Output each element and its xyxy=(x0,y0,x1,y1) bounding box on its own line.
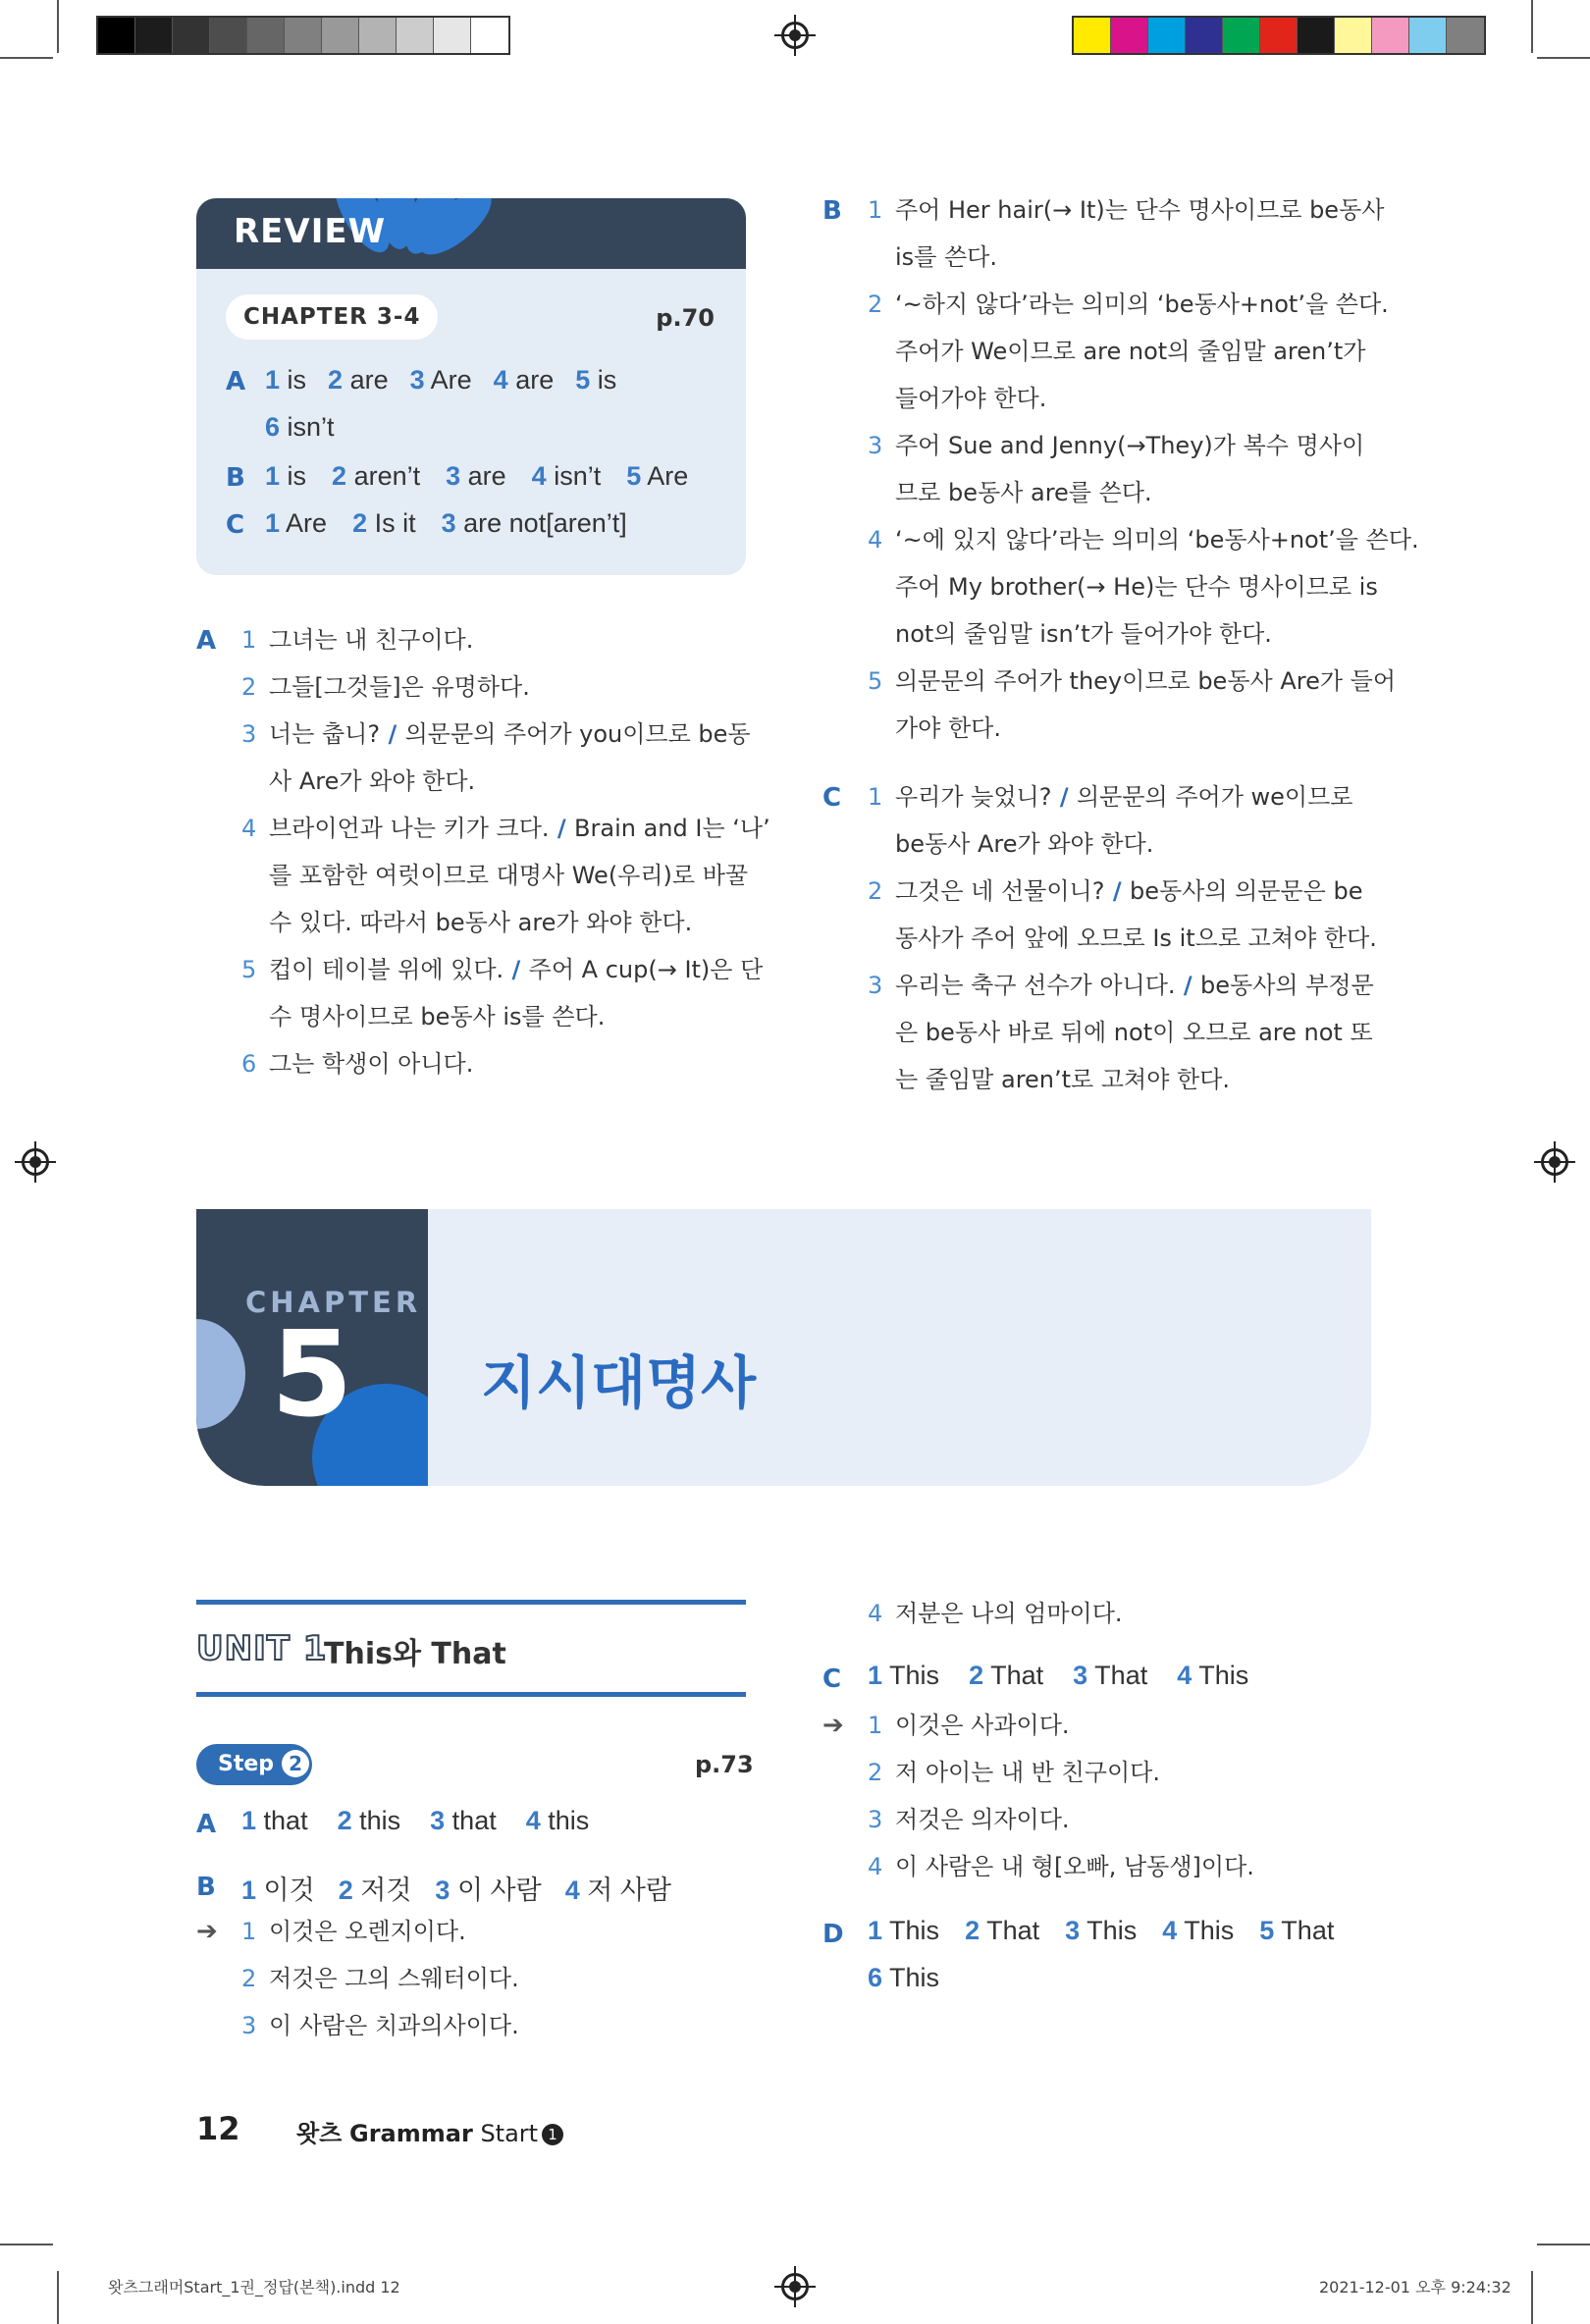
answer-number: 6 xyxy=(265,412,281,442)
review-box xyxy=(196,198,746,575)
unit-page-ref: p.73 xyxy=(695,1751,754,1778)
slash-separator: / xyxy=(1175,972,1201,999)
answer-text: This xyxy=(1192,1661,1249,1690)
swatch xyxy=(1186,18,1223,53)
chapter-range-pill: CHAPTER 3-4 xyxy=(226,294,438,340)
explanation-text: 은 be동사 바로 뒤에 not이 오므로 are not 또 xyxy=(895,1019,1373,1046)
answer-number: 2 xyxy=(352,508,368,538)
item-number: 4 xyxy=(868,1853,883,1880)
answer-text: This xyxy=(1177,1916,1235,1945)
explanation-line xyxy=(269,946,763,993)
crop-mark xyxy=(1531,2271,1533,2324)
explanation-text: 그들[그것들]은 유명하다. xyxy=(269,673,530,701)
explanation-text: 는 줄임말 aren’t로 고쳐야 한다. xyxy=(895,1066,1231,1093)
answer-text: are xyxy=(343,365,389,395)
item-number: 2 xyxy=(241,1965,257,1992)
swatch xyxy=(1447,18,1484,53)
answer-text: 이것 xyxy=(256,1875,315,1905)
translation-line: 이것은 사과이다. xyxy=(895,1712,1070,1739)
item-number: 2 xyxy=(868,290,883,318)
explanation-text: 그녀는 내 친구이다. xyxy=(269,626,474,654)
book-level: Start xyxy=(480,2120,539,2147)
answer-text: This xyxy=(1080,1916,1138,1945)
answer-text: Are xyxy=(641,461,689,491)
book-title-en: Grammar xyxy=(349,2120,473,2147)
item-number: 1 xyxy=(241,1918,257,1945)
answer-text: that xyxy=(256,1806,308,1835)
explanation-text: 사 Are가 와야 한다. xyxy=(269,767,476,795)
explanation-text: ‘~하지 않다’라는 의미의 ‘be동사+not’을 쓴다. xyxy=(895,290,1389,318)
section-label: D xyxy=(822,1920,844,1949)
item-number: 3 xyxy=(241,2012,257,2039)
swatch xyxy=(173,18,210,53)
answer-number: 4 xyxy=(525,1806,541,1835)
explanation-text: 수 있다. 따라서 be동사 are가 와야 한다. xyxy=(269,909,693,936)
swatch xyxy=(98,18,135,53)
explanation-text: 주어 A cup(→ It)은 단 xyxy=(528,956,764,983)
item-number: 3 xyxy=(241,720,257,748)
registration-mark-icon xyxy=(781,22,809,49)
color-swatch-bar xyxy=(1072,16,1486,55)
explanation-line xyxy=(895,563,1378,610)
answer-text: 저 사람 xyxy=(579,1875,671,1905)
item-number: 3 xyxy=(868,432,883,459)
review-answer-row xyxy=(265,365,616,396)
item-number: 5 xyxy=(868,667,883,695)
answer-section-label: A xyxy=(226,367,246,396)
explanation-line xyxy=(895,705,1001,752)
answer-text: isn’t xyxy=(546,461,602,491)
answer-number: 4 xyxy=(493,365,508,395)
translation-line: 이 사람은 치과의사이다. xyxy=(269,2012,519,2039)
explanation-line xyxy=(895,1009,1373,1056)
review-title: REVIEW xyxy=(234,212,387,251)
answer-text: are not[aren’t] xyxy=(455,508,627,538)
chapter-number: 5 xyxy=(271,1307,353,1444)
explanation-line xyxy=(895,773,1352,820)
explanation-line xyxy=(895,1056,1230,1103)
slash-separator: / xyxy=(504,956,529,983)
swatch xyxy=(1223,18,1260,53)
item-number: 2 xyxy=(241,673,257,701)
answer-number: 1 xyxy=(868,1661,883,1690)
circle-decoration xyxy=(196,1319,245,1429)
explanation-line xyxy=(895,915,1377,962)
swatch xyxy=(1409,18,1447,53)
answer-number: 4 xyxy=(564,1875,580,1905)
book-title xyxy=(296,2114,563,2148)
answer-number: 1 xyxy=(265,365,281,395)
answer-number: 2 xyxy=(965,1916,980,1945)
section-label: B xyxy=(196,1873,216,1902)
unit-c-answers xyxy=(868,1661,1248,1691)
unit-d-answers xyxy=(868,1916,1334,1946)
answer-text: this xyxy=(540,1806,590,1835)
explanation-text: 그것은 네 선물이니? xyxy=(895,877,1105,905)
level-badge: 1 xyxy=(542,2124,563,2145)
answer-number: 2 xyxy=(332,461,347,491)
answer-number: 1 xyxy=(868,1916,883,1945)
answer-text: That xyxy=(983,1661,1044,1690)
swatch xyxy=(359,18,397,53)
item-number: 3 xyxy=(868,972,883,999)
step-badge xyxy=(196,1744,312,1785)
explanation-text: 너는 춥니? xyxy=(269,720,381,748)
swatch xyxy=(135,18,173,53)
unit-bottom-rule xyxy=(196,1692,746,1697)
answer-number: 2 xyxy=(328,365,344,395)
explanation-line xyxy=(269,1040,473,1087)
answer-text: this xyxy=(351,1806,401,1835)
translation-line: 저것은 그의 스웨터이다. xyxy=(269,1965,519,1992)
answer-text: is xyxy=(280,365,307,395)
slash-separator: / xyxy=(549,815,575,842)
swatch xyxy=(1260,18,1298,53)
swatch xyxy=(210,18,247,53)
registration-mark-icon xyxy=(781,2273,809,2300)
answer-number: 3 xyxy=(1073,1661,1088,1690)
answer-text: are xyxy=(460,461,506,491)
explanation-line xyxy=(895,375,1046,422)
swatch xyxy=(1372,18,1409,53)
review-answer-row xyxy=(265,412,335,443)
answer-text: that xyxy=(445,1806,497,1835)
answer-text: is xyxy=(590,365,617,395)
explanation-line xyxy=(895,820,1153,868)
explanation-text: 므로 be동사 are를 쓴다. xyxy=(895,479,1152,506)
section-label: A xyxy=(196,626,217,656)
translation-line: 이 사람은 내 형[오빠, 남동생]이다. xyxy=(895,1853,1254,1880)
slash-separator: / xyxy=(380,720,405,748)
crop-mark xyxy=(1537,57,1590,59)
explanation-text: 가야 한다. xyxy=(895,714,1001,742)
explanation-line xyxy=(895,962,1374,1009)
unit-tag: UNIT 1 xyxy=(196,1629,328,1668)
item-number: 1 xyxy=(868,196,883,224)
answer-number: 3 xyxy=(1065,1916,1081,1945)
timestamp-slug: 2021-12-01 오후 9:24:32 xyxy=(1319,2278,1511,2297)
arrow-icon: ➔ xyxy=(196,1917,218,1946)
explanation-line xyxy=(895,234,997,281)
explanation-text: ‘~에 있지 않다’라는 의미의 ‘be동사+not’을 쓴다. xyxy=(895,526,1419,554)
answer-number: 2 xyxy=(337,1806,352,1835)
answer-number: 2 xyxy=(338,1875,353,1905)
item-number: 5 xyxy=(241,956,257,983)
answer-number: 6 xyxy=(868,1963,883,1992)
explanation-line xyxy=(895,516,1419,563)
unit-d-answers xyxy=(868,1963,939,1993)
file-slug: 왓츠그래머Start_1권_정답(본책).indd 12 xyxy=(108,2278,400,2297)
answer-number: 1 xyxy=(241,1806,257,1835)
explanation-text: 를 포함한 여럿이므로 대명사 We(우리)로 바꿀 xyxy=(269,862,749,889)
answer-number: 3 xyxy=(441,508,456,538)
explanation-text: 의문문의 주어가 you이므로 be동 xyxy=(404,720,751,748)
book-title-kr: 왓츠 xyxy=(296,2120,343,2147)
answer-text: That xyxy=(1274,1916,1335,1945)
explanation-text: 주어가 We이므로 are not의 줄임말 aren’t가 xyxy=(895,338,1366,365)
answer-number: 3 xyxy=(409,365,425,395)
swatch xyxy=(471,18,508,53)
explanation-line xyxy=(269,663,530,711)
explanation-text: 의문문의 주어가 they이므로 be동사 Are가 들어 xyxy=(895,667,1397,695)
review-header xyxy=(196,198,746,269)
swatch xyxy=(1298,18,1335,53)
item-number: 6 xyxy=(241,1050,257,1078)
explanation-text: 주어 Her hair(→ It)는 단수 명사이므로 be동사 xyxy=(895,196,1385,224)
step-label: Step xyxy=(218,1752,275,1776)
swatch xyxy=(1335,18,1372,53)
translation-line: 저것은 의자이다. xyxy=(895,1806,1070,1833)
review-answer-row xyxy=(265,508,627,539)
swatch xyxy=(247,18,285,53)
unit-a-answers xyxy=(241,1806,589,1836)
unit-b-answers xyxy=(241,1869,671,1907)
explanation-text: 의문문의 주어가 we이므로 xyxy=(1076,783,1353,811)
unit-title: This와 That xyxy=(324,1637,506,1671)
swatch xyxy=(1148,18,1186,53)
answer-text: Are xyxy=(424,365,472,395)
translation-line: 저분은 나의 엄마이다. xyxy=(895,1600,1123,1627)
answer-number: 5 xyxy=(1259,1916,1275,1945)
answer-number: 4 xyxy=(1177,1661,1192,1690)
slash-separator: / xyxy=(1104,877,1130,905)
answer-text: This xyxy=(882,1916,940,1945)
answer-text: That xyxy=(980,1916,1040,1945)
answer-number: 3 xyxy=(435,1875,450,1905)
answer-number: 3 xyxy=(430,1806,446,1835)
answer-number: 4 xyxy=(1162,1916,1178,1945)
answer-section-label: B xyxy=(226,463,245,493)
answer-text: 저것 xyxy=(352,1875,412,1905)
translation-line: 이것은 오렌지이다. xyxy=(269,1918,466,1945)
answer-text: isn’t xyxy=(280,412,335,442)
explanation-text: Brain and I는 ‘나’ xyxy=(574,815,770,842)
swatch xyxy=(1111,18,1148,53)
swatch xyxy=(397,18,434,53)
explanation-text: 수 명사이므로 be동사 is를 쓴다. xyxy=(269,1003,606,1030)
answer-text: is xyxy=(280,461,307,491)
explanation-text: 브라이언과 나는 키가 크다. xyxy=(269,815,550,842)
swatch xyxy=(1074,18,1111,53)
answer-text: That xyxy=(1087,1661,1148,1690)
answer-text: aren’t xyxy=(346,461,421,491)
answer-text: This xyxy=(882,1963,940,1992)
explanation-line xyxy=(269,993,605,1040)
explanation-text: 우리는 축구 선수가 아니다. xyxy=(895,972,1176,999)
explanation-line xyxy=(895,186,1384,234)
answer-text: 이 사람 xyxy=(450,1875,542,1905)
arrow-icon: ➔ xyxy=(822,1711,844,1740)
explanation-line xyxy=(895,469,1152,516)
crop-mark xyxy=(57,2271,59,2324)
item-number: 1 xyxy=(241,626,257,654)
answer-number: 2 xyxy=(969,1661,984,1690)
explanation-text: 그는 학생이 아니다. xyxy=(269,1050,474,1078)
slash-separator: / xyxy=(1051,783,1077,811)
explanation-text: be동사 Are가 와야 한다. xyxy=(895,830,1154,858)
answer-text: Are xyxy=(280,508,328,538)
item-number: 3 xyxy=(868,1806,883,1833)
explanation-line xyxy=(895,868,1363,915)
gray-swatch-bar xyxy=(96,16,510,55)
answer-section-label: C xyxy=(226,510,245,540)
step-number: 2 xyxy=(282,1750,309,1777)
explanation-text: not의 줄임말 isn’t가 들어가야 한다. xyxy=(895,620,1272,648)
chapter-title: 지시대명사 xyxy=(481,1349,757,1416)
section-label: C xyxy=(822,1664,842,1694)
explanation-text: 동사가 주어 앞에 오므로 Is it으로 고쳐야 한다. xyxy=(895,924,1377,952)
explanation-line xyxy=(895,328,1365,375)
crop-mark xyxy=(1531,0,1533,53)
answer-number: 1 xyxy=(241,1875,257,1905)
answer-number: 5 xyxy=(575,365,591,395)
section-label: B xyxy=(822,196,842,226)
explanation-line xyxy=(269,899,692,946)
explanation-line xyxy=(269,758,475,805)
explanation-text: be동사의 의문문은 be xyxy=(1129,877,1363,905)
answer-text: Is it xyxy=(367,508,416,538)
chapter-number-panel xyxy=(196,1209,428,1486)
chapter-label: CHAPTER xyxy=(245,1286,422,1319)
answer-text: are xyxy=(507,365,555,395)
crop-mark xyxy=(0,57,53,59)
explanation-line xyxy=(895,610,1272,658)
item-number: 1 xyxy=(868,783,883,811)
item-number: 1 xyxy=(868,1712,883,1739)
explanation-text: 들어가야 한다. xyxy=(895,385,1047,412)
item-number: 4 xyxy=(241,815,257,842)
swatch xyxy=(285,18,322,53)
explanation-text: 주어 My brother(→ He)는 단수 명사이므로 is xyxy=(895,573,1378,601)
registration-mark-icon xyxy=(1541,1148,1568,1176)
crop-mark xyxy=(57,0,59,53)
registration-mark-icon xyxy=(22,1148,49,1176)
item-number: 4 xyxy=(868,526,883,554)
answer-number: 4 xyxy=(531,461,547,491)
crop-mark xyxy=(0,2244,53,2245)
explanation-text: 컵이 테이블 위에 있다. xyxy=(269,956,504,983)
section-label: C xyxy=(822,783,842,813)
explanation-text: is를 쓴다. xyxy=(895,243,997,271)
answer-text: This xyxy=(882,1661,940,1690)
answer-number: 3 xyxy=(446,461,461,491)
explanation-line xyxy=(269,852,748,899)
explanation-line xyxy=(895,658,1396,705)
review-page-ref: p.70 xyxy=(656,304,715,332)
answer-number: 1 xyxy=(265,508,281,538)
explanation-line xyxy=(269,616,473,663)
page-number: 12 xyxy=(196,2110,240,2147)
crop-mark xyxy=(1537,2244,1590,2245)
item-number: 2 xyxy=(868,1759,883,1786)
swatch xyxy=(434,18,471,53)
explanation-line xyxy=(895,422,1364,469)
explanation-line xyxy=(895,281,1389,328)
explanation-text: 주어 Sue and Jenny(→They)가 복수 명사이 xyxy=(895,432,1365,459)
explanation-line xyxy=(269,805,770,852)
item-number: 4 xyxy=(868,1600,883,1627)
explanation-line xyxy=(269,711,751,758)
translation-line: 저 아이는 내 반 친구이다. xyxy=(895,1759,1160,1786)
section-label: A xyxy=(196,1810,217,1839)
answer-number: 1 xyxy=(265,461,281,491)
item-number: 2 xyxy=(868,877,883,905)
review-answer-row xyxy=(265,461,688,492)
explanation-text: be동사의 부정문 xyxy=(1200,972,1374,999)
explanation-text: 우리가 늦었니? xyxy=(895,783,1052,811)
unit-top-rule xyxy=(196,1600,746,1605)
answer-number: 5 xyxy=(626,461,642,491)
swatch xyxy=(322,18,359,53)
